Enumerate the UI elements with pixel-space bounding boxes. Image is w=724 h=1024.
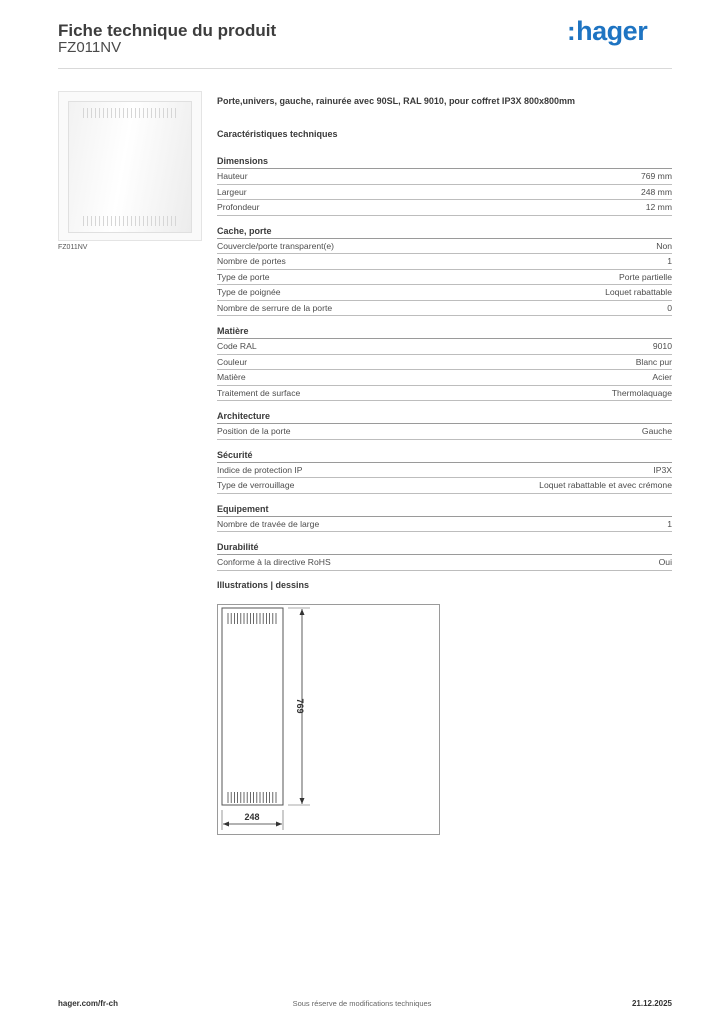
spec-row: [217, 239, 672, 255]
spec-row: [217, 424, 672, 440]
spec-value: Loquet rabattable et avec crémone: [539, 480, 672, 490]
spec-label: Conforme à la directive RoHS: [217, 557, 331, 567]
section-title: Matière: [217, 325, 672, 339]
spec-row: [217, 463, 672, 479]
spec-row: [217, 555, 672, 571]
height-arrow-bottom: [300, 798, 305, 804]
spec-label: Type de poignée: [217, 287, 281, 297]
logo-colon: :: [567, 16, 576, 46]
footer-note: Sous réserve de modifications techniques: [292, 999, 432, 1008]
drawing-svg: [218, 605, 439, 834]
spec-label: Largeur: [217, 186, 247, 197]
spec-row: [217, 200, 672, 216]
section-s-curit-: [217, 449, 672, 494]
main-content: [217, 96, 672, 593]
spec-value: Acier: [652, 372, 672, 382]
width-arrow-left: [223, 822, 229, 827]
spec-value: 12 mm: [645, 202, 672, 212]
spec-label: Couvercle/porte transparent(e): [217, 240, 335, 251]
product-image: [58, 91, 202, 241]
section-mati-re: [217, 325, 672, 401]
spec-row: [217, 355, 672, 371]
spec-value: 248 mm: [640, 186, 672, 197]
spec-label: Profondeur: [217, 202, 260, 212]
height-arrow-top: [300, 609, 305, 615]
spec-value: Porte partielle: [618, 271, 672, 282]
width-arrow-right: [276, 822, 282, 827]
spec-value: Non: [656, 240, 672, 251]
spec-value: Gauche: [641, 426, 672, 436]
spec-row: [217, 386, 672, 402]
logo-text: hager: [576, 16, 648, 46]
hager-logo: [567, 16, 647, 47]
spec-value: 9010: [652, 341, 672, 351]
section-title: Dimensions: [217, 155, 672, 169]
section-dimensions: [217, 155, 672, 216]
illustrations-title: Illustrations | dessins: [217, 579, 310, 590]
spec-row: [217, 270, 672, 286]
page-title: Fiche technique du produit: [58, 21, 277, 40]
spec-label: Matière: [217, 372, 246, 382]
spec-label: Code RAL: [217, 341, 257, 351]
spec-row: [217, 517, 672, 533]
spec-label: Nombre de travée de large: [217, 518, 320, 529]
door-slots: [228, 613, 276, 803]
section-cache-porte: [217, 225, 672, 317]
characteristics-title: Caractéristiques techniques: [217, 129, 338, 139]
technical-drawing: [217, 604, 440, 835]
spec-value: IP3X: [653, 464, 672, 475]
spec-label: Hauteur: [217, 171, 248, 181]
spec-label: Nombre de serrure de la porte: [217, 302, 333, 313]
spec-label: Couleur: [217, 356, 248, 367]
spec-row: [217, 185, 672, 201]
spec-label: Nombre de portes: [217, 256, 286, 266]
door-slots-bottom: [83, 216, 177, 226]
width-label: 248: [244, 812, 260, 822]
spec-value: Loquet rabattable: [605, 287, 672, 297]
door-slots-top: [83, 108, 177, 118]
section-title: Equipement: [217, 503, 672, 517]
spec-row: [217, 301, 672, 317]
product-image-caption: FZ011NV: [58, 244, 88, 251]
spec-row: [217, 169, 672, 185]
header-divider: [58, 68, 672, 69]
footer-date: 21.12.2025: [631, 999, 672, 1008]
spec-value: Oui: [658, 557, 672, 567]
section-title: Cache, porte: [217, 225, 672, 239]
section-durabilit-: [217, 541, 672, 571]
section-equipement: [217, 503, 672, 533]
spec-value: 1: [667, 518, 672, 529]
section-title: Architecture: [217, 410, 672, 424]
door-outline: [222, 608, 283, 805]
product-description: Porte,univers, gauche, rainurée avec 90SL, RAL 9010, pour coffret IP3X 800x800mm: [217, 96, 575, 106]
spec-value: 0: [667, 302, 672, 313]
spec-label: Type de porte: [217, 271, 270, 282]
door-illustration: [68, 101, 192, 233]
spec-value: Blanc pur: [635, 356, 672, 367]
spec-label: Type de verrouillage: [217, 480, 295, 490]
spec-label: Indice de protection IP: [217, 464, 303, 475]
characteristics-sections: [217, 155, 672, 571]
section-title: Sécurité: [217, 449, 672, 463]
spec-row: [217, 478, 672, 494]
product-reference: FZ011NV: [58, 39, 122, 56]
spec-row: [217, 285, 672, 301]
spec-value: 769 mm: [640, 171, 672, 181]
spec-value: Thermolaquage: [611, 387, 672, 398]
spec-value: 1: [667, 256, 672, 266]
spec-label: Traitement de surface: [217, 387, 301, 398]
section-title: Durabilité: [217, 541, 672, 555]
spec-row: [217, 339, 672, 355]
spec-row: [217, 254, 672, 270]
section-architecture: [217, 410, 672, 440]
height-label: 769: [295, 698, 305, 714]
footer-url[interactable]: hager.com/fr-ch: [58, 999, 119, 1008]
spec-row: [217, 370, 672, 386]
spec-label: Position de la porte: [217, 426, 291, 436]
